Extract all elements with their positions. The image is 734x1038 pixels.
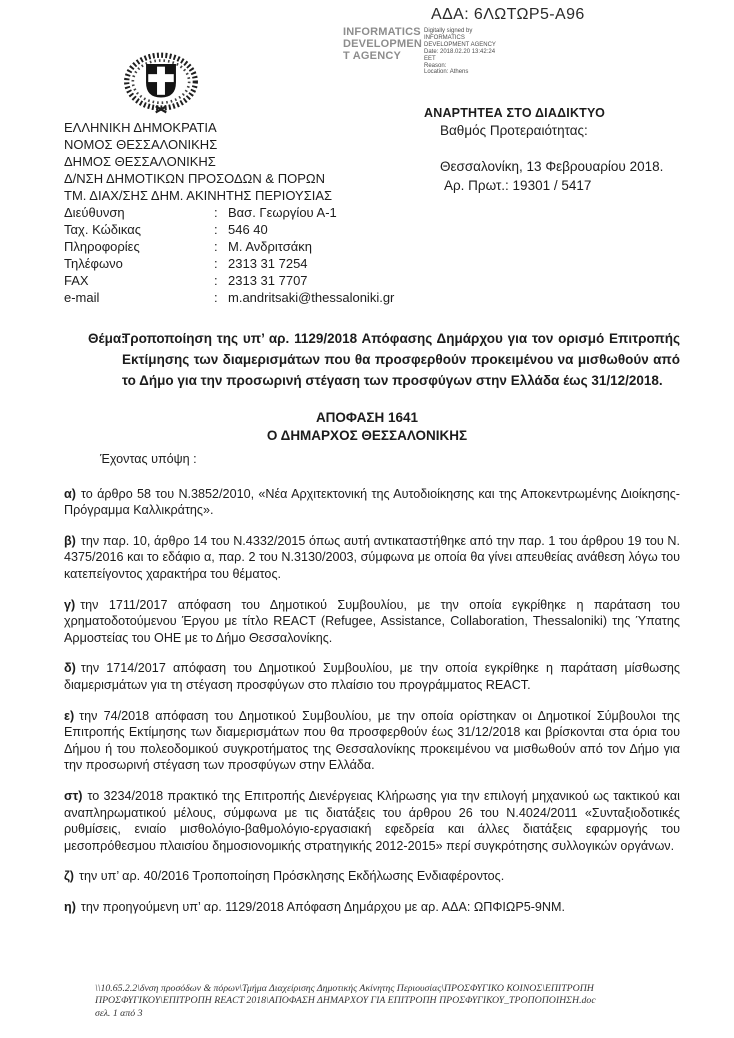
item-text: την παρ. 10, άρθρο 14 του Ν.4332/2015 όπως αυτή αντικαταστήθηκε από την παρ. 1 του άρθρου 19 του Ν. 4375/2016 και το εδάφιο α, παρ. 2 του Ν.3130/2003, σύμφωνα με οποία θα γίνει απευθείας ανάθεση λόγω του κατεπείγοντος χαρακτήρα του θέματος. bbox=[64, 533, 680, 581]
having-regard: Έχοντας υπόψη : bbox=[100, 452, 197, 466]
signature-detail-line: DEVELOPMENT AGENCY bbox=[424, 41, 496, 48]
item-text: την 1711/2017 απόφαση του Δημοτικού Συμβουλίου, με την οποία εγκρίθηκε η παράταση του χρηματοδοτούμενου Έργου με τίτλο REACT (Refugee, Assistance, Collaboration, Thessaloniki) της Ύπατης Αρμοστείας του ΟΗΕ με το Δήμο Θεσσαλονίκης. bbox=[64, 597, 680, 645]
consideration-item bbox=[64, 486, 680, 519]
consideration-item bbox=[64, 788, 680, 854]
item-text: την προηγούμενη υπ’ αρ. 1129/2018 Απόφαση Δημάρχου με αρ. ΑΔΑ: ΩΠΦΙΩΡ5-9ΝΜ. bbox=[80, 899, 566, 914]
decision-title: ΑΠΟΦΑΣΗ 1641 bbox=[315, 410, 419, 425]
protocol-block bbox=[424, 105, 663, 194]
item-text: την υπ’ αρ. 40/2016 Τροποποίηση Πρόσκλησης Εκδήλωσης Ενδιαφέροντος. bbox=[79, 869, 505, 884]
item-marker: ε) bbox=[64, 708, 75, 723]
document-footer bbox=[95, 983, 661, 1019]
priority-label: Βαθμός Προτεραιότητας: bbox=[440, 123, 588, 138]
signature-agency-line: T AGENCY bbox=[343, 50, 402, 62]
item-marker: β) bbox=[64, 533, 76, 548]
signature-detail-line: Reason: bbox=[424, 62, 447, 69]
signature-agency-line: DEVELOPMEN bbox=[343, 38, 423, 50]
signature-detail-line: EET bbox=[424, 55, 436, 62]
publish-notice: ΑΝΑΡΤΗΤΕΑ ΣΤΟ ΔΙΑΔΙΚΤΥΟ bbox=[424, 106, 605, 120]
org-line: ΝΟΜΟΣ ΘΕΣΣΑΛΟΝΙΚΗΣ bbox=[64, 137, 218, 152]
item-marker: η) bbox=[64, 899, 76, 914]
signature-agency-name bbox=[343, 26, 423, 76]
item-text: το άρθρο 58 του Ν.3852/2010, «Νέα Αρχιτεκτονική της Αυτοδιοίκησης και της Αποκεντρωμένης Διοίκησης-Πρόγραμμα Καλλικράτης». bbox=[64, 486, 680, 518]
contact-row bbox=[64, 221, 394, 238]
item-marker: δ) bbox=[64, 661, 76, 676]
subject-section bbox=[88, 328, 680, 391]
org-line: Δ/ΝΣΗ ΔΗΜΟΤΙΚΩΝ ΠΡΟΣΟΔΩΝ & ΠΟΡΩΝ bbox=[64, 171, 325, 186]
org-line: ΔΗΜΟΣ ΘΕΣΣΑΛΟΝΙΚΗΣ bbox=[64, 154, 216, 169]
contact-separator: : bbox=[214, 222, 218, 237]
item-marker: α) bbox=[64, 486, 76, 501]
item-text: την 1714/2017 απόφαση του Δημοτικού Συμβουλίου, με την οποία εγκρίθηκε η παράταση μίσθωσης διαμερισμάτων για τη στέγαση προσφύγων στο πλαίσιο του προγράμματος REACT. bbox=[64, 661, 680, 692]
signature-details bbox=[424, 26, 524, 76]
item-text: την 74/2018 απόφαση του Δημοτικού Συμβουλίου, με την οποία ορίστηκαν οι Δημοτικοί Σύμβουλοι της Επιτροπής Εκτίμησης των διαμερισμάτων που θα προσφερθούν έως 31/12/2018 και βρίσκονται στα όρια του Δήμου ή του πολεοδομικού συγκροτήματος της Θεσσαλονίκης προκειμένου να μισθωθούν από τον Δήμο για την προσωρινή στέγαση των προσφύγων στην Ελλάδα. bbox=[64, 708, 680, 773]
signature-detail-line: INFORMATICS bbox=[424, 34, 465, 41]
org-line: ΕΛΛΗΝΙΚΗ ΔΗΜΟΚΡΑΤΙΑ bbox=[64, 120, 217, 135]
decision-heading bbox=[0, 409, 734, 445]
consideration-item bbox=[64, 597, 680, 647]
contact-separator: : bbox=[214, 205, 218, 220]
subject-text: Τροποποίηση της υπ’ αρ. 1129/2018 Απόφασης Δημάρχου για τον ορισμό Επιτροπής Εκτίμησης των διαμερισμάτων που θα προσφερθούν προκειμένου να μισθωθούν από το Δήμο για την προσωρινή στέγαση των προσφύγων στην Ελλάδα έως 31/12/2018. bbox=[122, 331, 680, 388]
greek-national-emblem bbox=[117, 49, 205, 116]
contact-label: e-mail bbox=[64, 290, 100, 305]
signature-detail-line: Date: 2018.02.20 13:42:24 bbox=[424, 48, 496, 55]
contact-value: 2313 31 7254 bbox=[228, 256, 308, 271]
file-path: \\10.65.2.2\δνση προσόδων & πόρων\Τμήμα Διαχείρισης Δημοτικής Ακίνητης Περιουσίας\ΠΡΟΣΦΥΓΙΚΟ ΚΟΙΝΟΣ\ΕΠΙΤΡΟΠΗ ΠΡΟΣΦΥΓΙΚΟΥ\ΕΠΙΤΡΟΠΗ REACT 2018\ΑΠΟΦΑΣΗ ΔΗΜΑΡΧΟΥ ΓΙΑ ΕΠΙΤΡΟΠΗ ΠΡΟΣΦΥΓΙΚΟΥ_ΤΡΟΠΟΠΟΙΗΣΗ.doc bbox=[95, 983, 596, 1006]
digital-signature-stamp bbox=[343, 26, 524, 76]
contact-value: Βασ. Γεωργίου Α-1 bbox=[228, 205, 337, 220]
contact-value: 2313 31 7707 bbox=[228, 273, 308, 288]
decision-subtitle: Ο ΔΗΜΑΡΧΟΣ ΘΕΣΣΑΛΟΝΙΚΗΣ bbox=[266, 428, 468, 443]
decision-body bbox=[64, 451, 680, 929]
item-marker: γ) bbox=[64, 597, 76, 612]
contact-separator: : bbox=[214, 239, 218, 254]
ada-number: ΑΔΑ: 6ΛΩΤΩΡ5-Α96 bbox=[431, 6, 585, 23]
contact-row bbox=[64, 238, 394, 255]
contact-row bbox=[64, 255, 394, 272]
contact-value: Μ. Ανδριτσάκη bbox=[228, 239, 313, 254]
contact-label: FAX bbox=[64, 273, 89, 288]
city-date: Θεσσαλονίκη, 13 Φεβρουαρίου 2018. bbox=[440, 159, 664, 174]
contact-separator: : bbox=[214, 290, 218, 305]
contact-row bbox=[64, 204, 394, 221]
signature-agency-line: INFORMATICS bbox=[343, 26, 421, 38]
consideration-item bbox=[64, 868, 680, 885]
item-text: το 3234/2018 πρακτικό της Επιτροπής Διενέργειας Κλήρωσης για την επιλογή μηχανικού ως τακτικού και αναπληρωματικού μέλους, σύμφωνα με τις διατάξεις του άρθρου 26 του Ν.4024/2011 «Συνταξιοδοτικές ρυθμίσεις, ενιαίο μισθολόγιο-βαθμολόγιο-εργασιακή εφεδρεία και άλλες διατάξεις εφαρμογής του μεσοπρόθεσμου πλαισίου δημοσιονομικής στρατηγικής 2012-2015» περί συγκρότησης συλλογικών οργάνων. bbox=[64, 788, 680, 853]
signature-detail-line: Digitally signed by bbox=[424, 28, 473, 34]
contact-row bbox=[64, 272, 394, 289]
contact-label: Ταχ. Κώδικας bbox=[64, 222, 141, 237]
signature-detail-line: Location: Athens bbox=[424, 69, 469, 76]
contact-value: 546 40 bbox=[228, 222, 268, 237]
page-number: σελ. 1 από 3 bbox=[95, 1007, 143, 1019]
protocol-number: Αρ. Πρωτ.: 19301 / 5417 bbox=[444, 178, 592, 193]
contact-label: Διεύθυνση bbox=[64, 205, 125, 220]
item-marker: στ) bbox=[64, 788, 83, 803]
contact-label: Τηλέφωνο bbox=[64, 256, 123, 271]
contact-label: Πληροφορίες bbox=[64, 239, 140, 254]
consideration-item bbox=[64, 660, 680, 693]
contact-table bbox=[64, 204, 394, 306]
consideration-item bbox=[64, 899, 680, 916]
subject-label: Θέμα: bbox=[88, 331, 126, 346]
item-marker: ζ) bbox=[64, 869, 74, 884]
contact-separator: : bbox=[214, 273, 218, 288]
consideration-item bbox=[64, 533, 680, 583]
org-line: ΤΜ. ΔΙΑΧ/ΣΗΣ ΔΗΜ. ΑΚΙΝΗΤΗΣ ΠΕΡΙΟΥΣΙΑΣ bbox=[64, 188, 333, 203]
contact-separator: : bbox=[214, 256, 218, 271]
contact-email-value: m.andritsaki@thessaloniki.gr bbox=[228, 290, 395, 305]
consideration-item bbox=[64, 708, 680, 774]
issuer-block bbox=[64, 119, 394, 306]
contact-row bbox=[64, 289, 394, 306]
